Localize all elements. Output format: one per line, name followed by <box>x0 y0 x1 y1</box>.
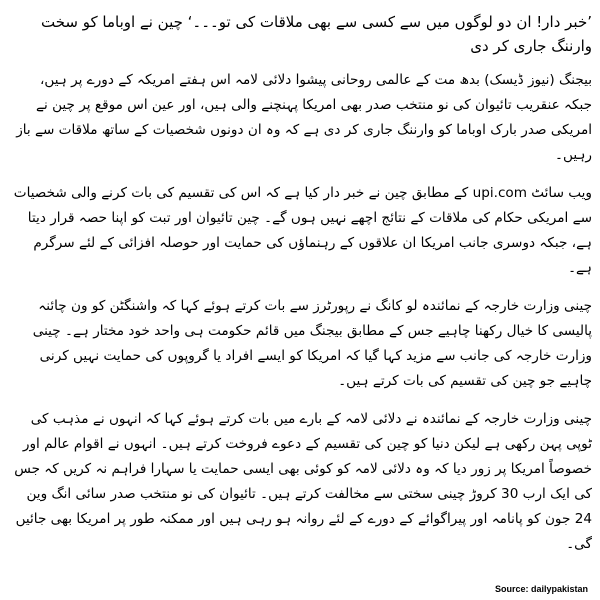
article-paragraph-3: چینی وزارت خارجہ کے نمائندہ لو کانگ نے رپورٹرز سے بات کرتے ہوئے کہا کہ واشنگٹن کو ون چائنہ پالیسی کا خیال رکھنا چاہیے جس کے مطابق بیجنگ میں قائم حکومت ہی واحد خود مختار ہے۔ چینی وزارت خارجہ کی جانب سے مزید کہا گیا کہ امریکا کو ایسے افراد یا گروپوں کی حمایت نہیں کرنی چاہیے جو چین کی تقسیم کی بات کرتے ہیں۔ <box>32 298 592 389</box>
article-paragraph-2: ویب سائٹ upi.com کے مطابق چین نے خبر دار کیا ہے کہ اس کی تقسیم کی بات کرنے والی شخصیات سے امریکی حکام کی ملاقات کے نتائج اچھے نہیں ہوں گے۔ چین تائیوان اور تبت کو اپنا حصہ قرار دیتا ہے، جبکہ دوسری جانب امریکا ان علاقوں کے رہنماؤں کی حمایت اور حوصلہ افزائی کے لئے سرگرم ہے۔ <box>13 185 592 276</box>
source-credit: Source: dailypakistan <box>494 584 588 594</box>
article-headline: ’خبر دار! ان دو لوگوں میں سے کسی سے بھی ملاقات کی تو۔۔۔‘ چین نے اوباما کو سخت وارننگ جاری کر دی <box>40 13 592 55</box>
article-paragraph-4: چینی وزارت خارجہ کے نمائندہ نے دلائی لامہ کے بارے میں بات کرتے ہوئے کہا کہ انہوں نے مذہب کی ٹوپی پہن رکھی ہے لیکن دنیا کو چین کی تقسیم کے دعوے فروخت کرتے ہیں۔ انہوں نے اقوام عالم اور خصوصاً امریکا پر زور دیا کہ وہ دلائی لامہ کو کوئی بھی ایسی حمایت یا سہارا فراہم نہ کریں کہ جس کی ایک ارب 30 کروڑ چینی سختی سے مخالفت کرتے ہیں۔ تائیوان کی نو منتخب صدر سائی انگ وین 24 جون کو پانامہ اور پیراگوائے کے دورے کے لئے روانہ ہو رہی ہیں اور ممکنہ طور پر امریکا بھی جائیں گی۔ <box>14 411 592 552</box>
news-article <box>8 6 592 600</box>
article-paragraph-1: بیجنگ (نیوز ڈیسک) بدھ مت کے عالمی روحانی پیشوا دلائی لامہ اس ہفتے امریکہ کے دورے پر ہیں، جبکہ عنقریب تائیوان کی نو منتخب صدر بھی امریکا پہنچنے والی ہیں، اور عین اس موقع پر چین نے امریکی صدر بارک اوباما کو وارننگ جاری کر دی ہے کہ وہ ان دونوں شخصیات کے ساتھ ملاقات سے باز رہیں۔ <box>16 72 592 163</box>
